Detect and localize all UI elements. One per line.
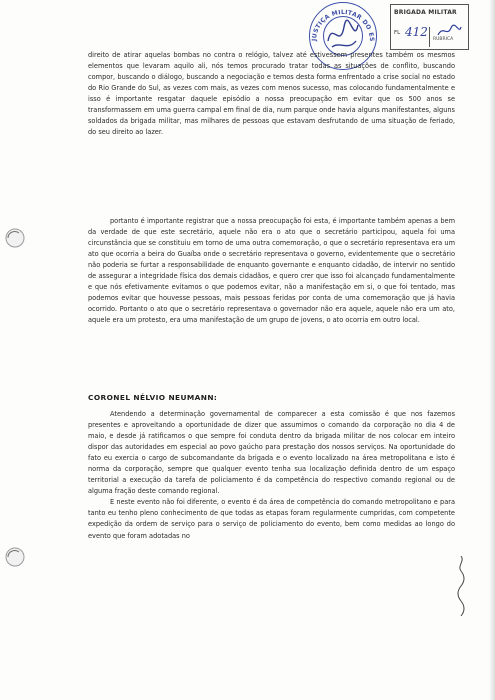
paragraph-1: direito de atirar aquelas bombas no contra o relógio, talvez até estivessem presentes também os mesmos elementos que levaram aquilo ali, nós temos procurado tratar todas as situações de conflito, buscando compor, buscando o diálogo, buscando a negociação e temos desta forma enfrentado a crise social no estado do Rio Grande do Sul, as vezes com mais, as vezes com menos sucesso, mas colocando fundamentalmente e isso é importante resgatar daquele episódio a nossa preocupação em evitar que os 500 anos se transformassem em uma guerra campal em final de dia, num parque onde havia alguns manifestantes, alguns soldados da brigada militar, mas milhares de pessoas que estavam desfrutando de uma situação de feriado, do seu direito ao lazer.: [88, 51, 455, 137]
speaker-heading: CORONEL NÉLVIO NEUMANN:: [88, 393, 218, 402]
punch-hole-icon: [3, 545, 27, 569]
page-number-box: [390, 4, 469, 50]
rubric-label: RUBRICA: [433, 37, 454, 42]
margin-squiggle-mark: [456, 556, 466, 616]
page-prefix: FL: [394, 30, 401, 36]
box-divider: [429, 27, 430, 47]
punch-hole-icon: [3, 226, 27, 250]
box-title: BRIGADA MILITAR: [394, 9, 457, 16]
paragraph-2: [88, 216, 455, 326]
paragraph-2-text: portanto é importante registrar que a nossa preocupação foi esta, é importante também apenas a bem da verdade de que este secretário, aquele não era o ato que o secretário participou, aquela foi uma circunstância que se constituiu em torno de uma outra comemoração, o que o secretário representava era um ato que ocorria a beira do Guaíba onde o secretário representava o governo, evidentemente que o secretário não poderia se furtar a responsabilidade de enquanto governante e enquanto cidadão, de intervir no sentido de assegurar a integridade física dos demais cidadãos, e quero crer que isso foi alcançado fundamentalmente e que nós efetivamente evitamos o que podemos evitar, não a manifestação em si, o que foi tentado, mas podemos evitar que houvesse pessoas, mais pessoas feridas por conta de uma comemoração que já havia ocorrido. Portanto o ato que o secretário representava o governador não era aquele, aquele não era um ato, aquele era um protesto, era uma manifestação de um grupo de jovens, o ato ocorria em outro local.: [88, 217, 455, 325]
page-number: 412: [405, 25, 428, 39]
page-edge-shadow: [489, 0, 495, 700]
paragraph-3: [88, 409, 455, 542]
svg-text:JUSTIÇA MILITAR DO ESTADO: JUSTIÇA MILITAR DO ES: [310, 8, 376, 42]
paragraph-4-text: E neste evento não foi diferente, o evento é da área de competência do comando metropolitano e para tanto eu tenho pleno conhecimento de que todas as etapas foram regularmente cumpridas, com competente expedição da ordem de serviço para o serviço de policiamento do evento, bem como medidas ao longo do evento que foram adotadas no: [88, 498, 455, 540]
paragraph-3-text: Atendendo a determinação governamental de comparecer a esta comissão é que nos fazemos presentes e aproveitando a oportunidade de dizer que assumimos o comando da corporação no dia 4 de maio, e desde já ratificamos o que sempre foi conduta dentro da brigada militar de nos colocar em inteiro dispor das autoridades em especial ao povo gaúcho para prestação dos nossos serviços. Na oportunidade do fato eu exercia o cargo de subcomandante da brigada e o evento localizado na área metropolitana e isto é norma da corporação, sempre que qualquer evento tenha sua localização definida dentro de um espaço territorial a execução da tarefa de policiamento é da competência do respectivo comando regional ou de alguma fração deste comando regional.: [88, 410, 455, 496]
